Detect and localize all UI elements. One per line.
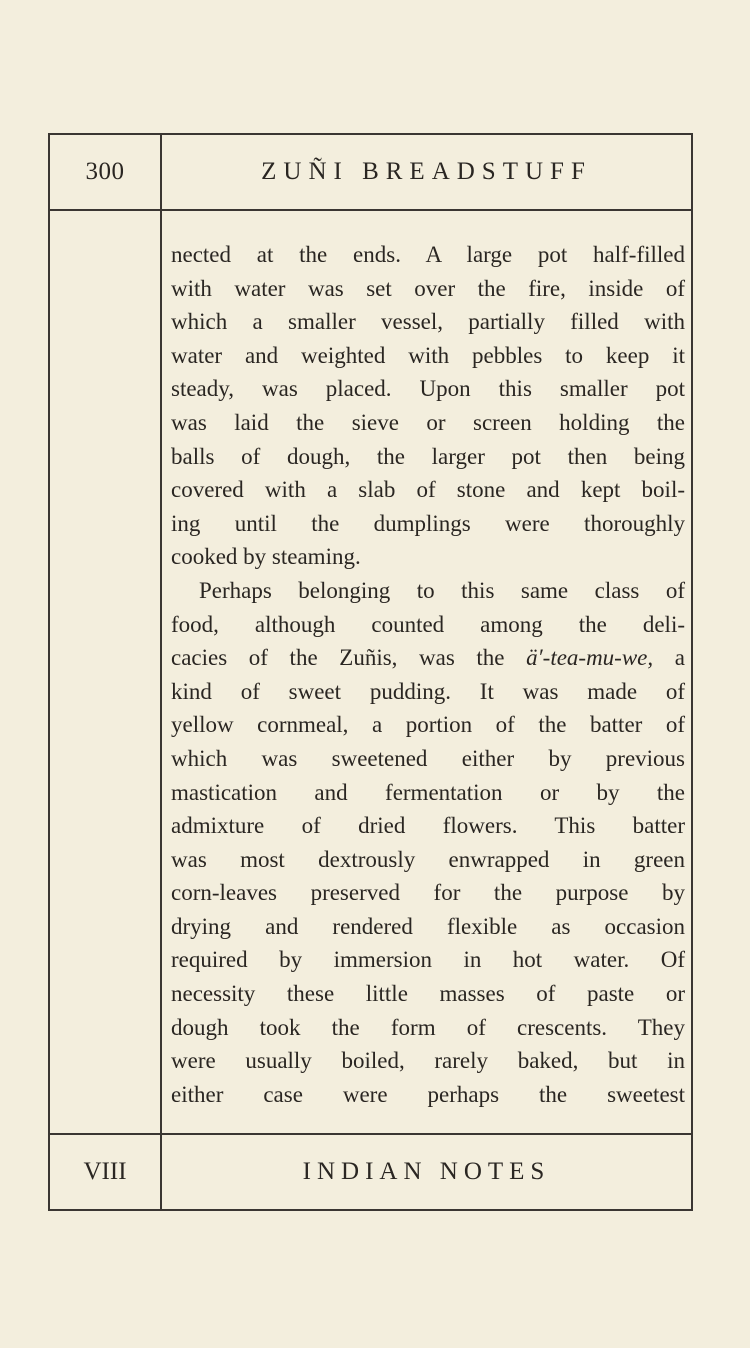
text-line: which was sweetened either by previous: [171, 745, 685, 771]
text-line: nected at the ends. A large pot half-filled: [171, 242, 685, 267]
text-line-with-italic-term: [171, 641, 685, 675]
text-line: was laid the sieve or screen holding the: [171, 409, 685, 435]
text-line: mastication and fermentation or by the: [171, 779, 685, 805]
text-line: cooked by steaming.: [171, 544, 361, 570]
text-line: kind of sweet pudding. It was made of: [171, 678, 685, 704]
text-line: ing until the dumplings were thoroughly: [171, 510, 685, 536]
text-line: steady, was placed. Upon this smaller pot: [171, 376, 685, 402]
page-number: 300: [85, 158, 125, 185]
text-line: dough took the form of crescents. They: [171, 1014, 685, 1040]
text-line: was most dextrously enwrapped in green: [171, 846, 685, 872]
text-line: water and weighted with pebbles to keep it: [171, 342, 685, 368]
running-foot: INDIAN NOTES: [302, 1158, 551, 1185]
body-text: [171, 238, 685, 1111]
running-head: ZUÑI BREADSTUFF: [261, 158, 592, 185]
text-line: corn-leaves preserved for the purpose by: [171, 880, 685, 906]
text-line: food, although counted among the deli-: [171, 611, 685, 637]
text-line: yellow cornmeal, a portion of the batter of: [171, 712, 685, 738]
text-line: admixture of dried flowers. This batter: [171, 813, 685, 839]
zuni-term: ä′-tea-mu-we,: [526, 645, 654, 671]
volume-number: VIII: [83, 1158, 127, 1185]
text-segment: cacies of the Zuñis, was the: [171, 645, 527, 671]
text-line: with water was set over the fire, inside of: [171, 275, 685, 301]
text-line: were usually boiled, rarely baked, but in: [171, 1048, 685, 1074]
text-line: drying and rendered flexible as occasion: [171, 913, 685, 939]
text-line: balls of dough, the larger pot then being: [171, 443, 685, 469]
text-line: necessity these little masses of paste or: [171, 981, 685, 1007]
text-line: either case were perhaps the sweetest: [171, 1081, 685, 1107]
margin-column-divider: [160, 133, 162, 1211]
text-segment: a: [653, 645, 685, 671]
text-line: which a smaller vessel, partially filled with: [171, 309, 685, 335]
footer-rule: [48, 1133, 693, 1135]
paragraph-start-line: Perhaps belonging to this same class of: [199, 577, 685, 603]
text-line: required by immersion in hot water. Of: [171, 947, 685, 973]
header-rule: [48, 209, 693, 211]
text-line: covered with a slab of stone and kept boil-: [171, 477, 685, 503]
